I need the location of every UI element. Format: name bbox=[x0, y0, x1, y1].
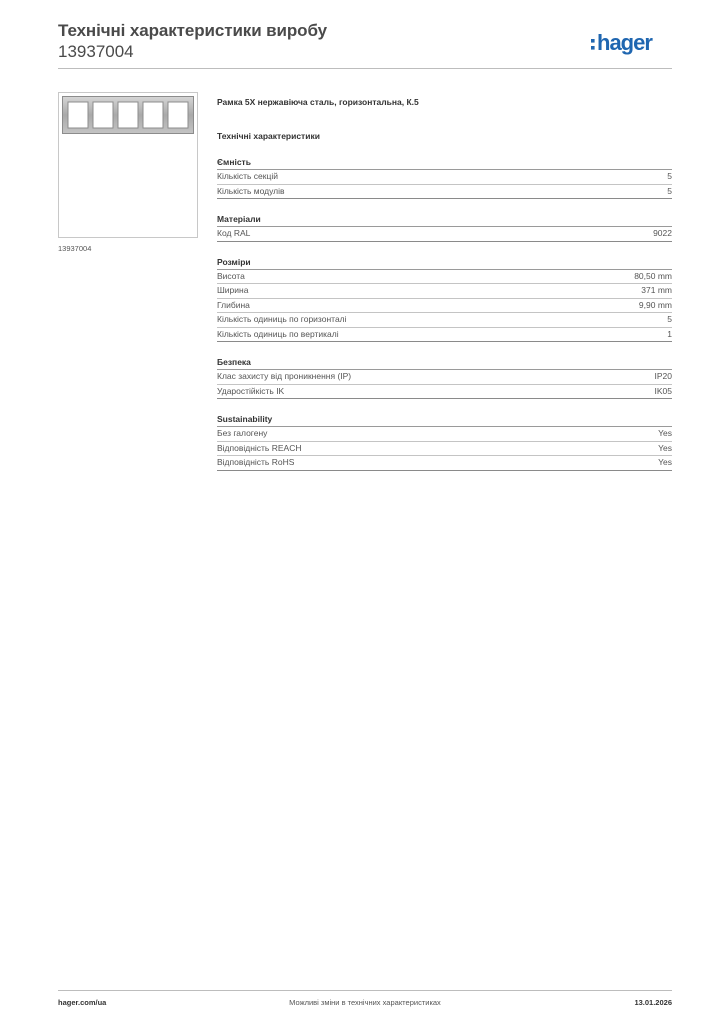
spec-row bbox=[217, 284, 672, 299]
frame-image bbox=[62, 96, 194, 134]
spec-row bbox=[217, 185, 672, 200]
footer-divider bbox=[58, 990, 672, 991]
svg-text:hager: hager bbox=[597, 30, 652, 55]
spec-value: 80,50 mm bbox=[634, 270, 672, 281]
spec-group bbox=[217, 356, 672, 399]
spec-group-title: Матеріали bbox=[217, 213, 672, 227]
spec-row bbox=[217, 313, 672, 328]
spec-label: Глибина bbox=[217, 299, 250, 310]
spec-group-title: Безпека bbox=[217, 356, 672, 370]
spec-row bbox=[217, 328, 672, 343]
spec-label: Ударостійкість IK bbox=[217, 385, 285, 396]
spec-row bbox=[217, 299, 672, 314]
spec-value: 371 mm bbox=[641, 285, 672, 295]
spec-label: Кількість одиниць по горизонталі bbox=[217, 314, 347, 324]
image-caption: 13937004 bbox=[58, 244, 92, 253]
spec-label: Без галогену bbox=[217, 428, 268, 438]
spec-value: 9022 bbox=[653, 228, 672, 238]
header-divider bbox=[58, 68, 672, 69]
product-title: Рамка 5X нержавіюча сталь, горизонтальна, К.5 bbox=[217, 97, 419, 107]
product-image bbox=[58, 92, 198, 238]
footer-date: 13.01.2026 bbox=[634, 998, 672, 1007]
spec-row bbox=[217, 427, 672, 442]
spec-label: Кількість одиниць по вертикалі bbox=[217, 328, 339, 339]
spec-label: Код RAL bbox=[217, 228, 251, 238]
spec-group-title: Sustainability bbox=[217, 413, 672, 427]
spec-group bbox=[217, 256, 672, 343]
spec-value: 5 bbox=[667, 171, 672, 181]
spec-value: IP20 bbox=[654, 371, 672, 381]
spec-row bbox=[217, 442, 672, 457]
spec-group bbox=[217, 213, 672, 242]
spec-value: 1 bbox=[667, 328, 672, 339]
spec-label: Ширина bbox=[217, 285, 249, 295]
spec-label: Клас захисту від проникнення (IP) bbox=[217, 371, 352, 381]
spec-row bbox=[217, 456, 672, 471]
spec-label: Висота bbox=[217, 270, 245, 281]
spec-content bbox=[217, 96, 672, 471]
spec-value: 5 bbox=[667, 185, 672, 196]
hager-logo[interactable] bbox=[590, 30, 672, 58]
footer-site-link[interactable]: hager.com/ua bbox=[58, 998, 107, 1007]
spec-row bbox=[217, 385, 672, 400]
spec-groups bbox=[217, 156, 672, 471]
footer-note: Можливі зміни в технічних характеристиках bbox=[289, 998, 441, 1007]
spec-row bbox=[217, 227, 672, 242]
spec-group-title: Ємність bbox=[217, 156, 672, 170]
spec-label: Відповідність REACH bbox=[217, 442, 302, 453]
spec-row bbox=[217, 370, 672, 385]
page-title: Технічні характеристики виробу bbox=[58, 21, 327, 40]
page-header bbox=[58, 20, 672, 68]
spec-value: 5 bbox=[667, 314, 672, 324]
page-footer bbox=[58, 998, 672, 1010]
spec-row bbox=[217, 270, 672, 285]
spec-group bbox=[217, 156, 672, 199]
spec-value: 9,90 mm bbox=[638, 299, 672, 310]
product-code: 13937004 bbox=[58, 42, 134, 61]
spec-value: IK05 bbox=[654, 385, 672, 396]
spec-label: Кількість модулів bbox=[217, 185, 285, 196]
spec-label: Кількість секцій bbox=[217, 171, 278, 181]
spec-group bbox=[217, 413, 672, 471]
spec-value: Yes bbox=[658, 428, 672, 438]
spec-value: Yes bbox=[658, 442, 672, 453]
spec-label: Відповідність RoHS bbox=[217, 457, 295, 467]
spec-group-title: Розміри bbox=[217, 256, 672, 270]
spec-row bbox=[217, 170, 672, 185]
spec-value: Yes bbox=[658, 457, 672, 467]
section-heading: Технічні характеристики bbox=[217, 131, 320, 141]
